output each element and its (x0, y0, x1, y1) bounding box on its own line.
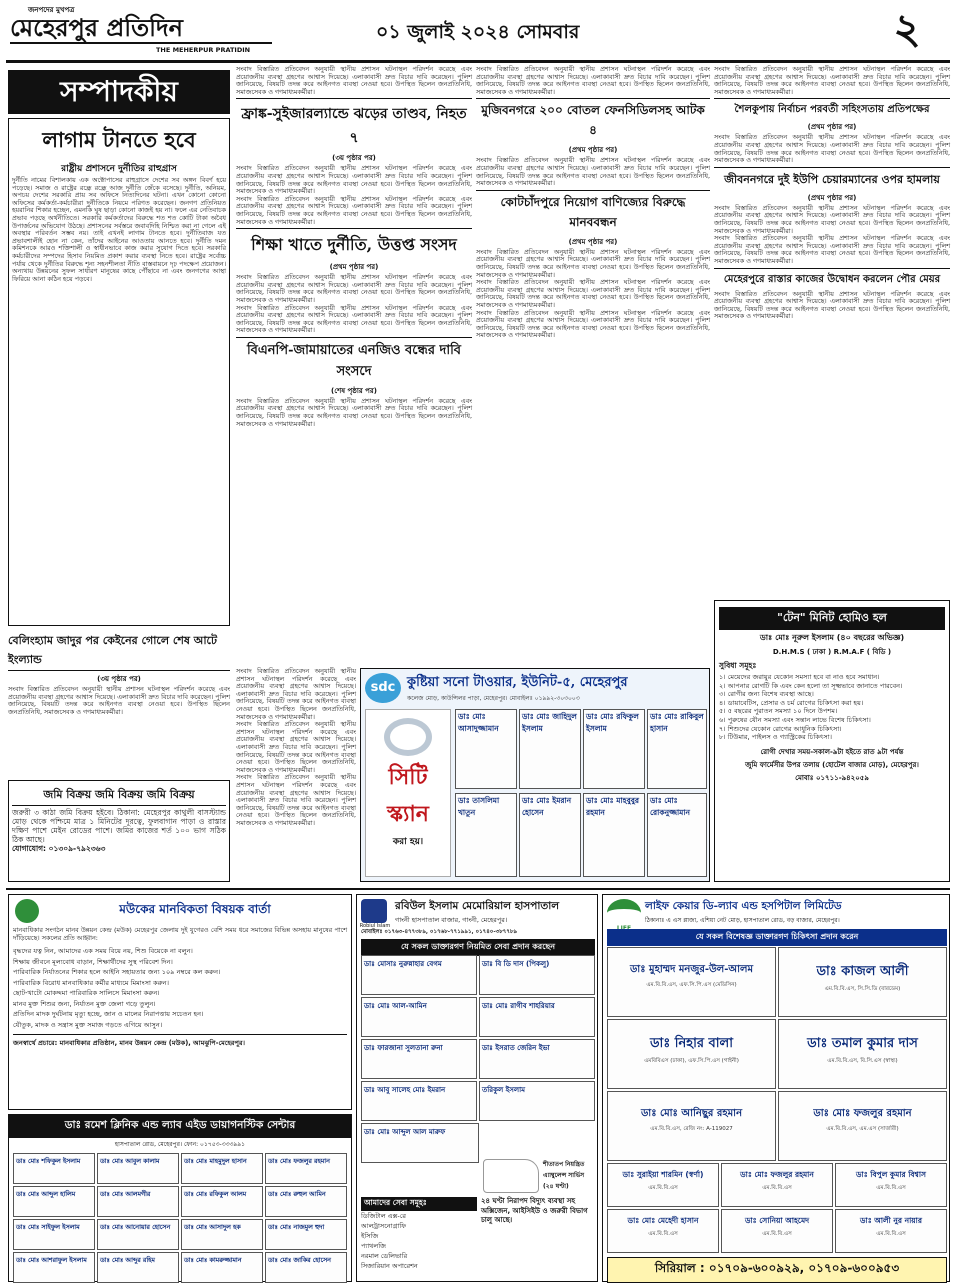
robiul-logo-icon (361, 899, 387, 923)
jibannagar-headline: জীবননগরে দুই ইউপি চেয়ারম্যানের ওপর হামলায় (714, 167, 950, 190)
ramesh-doctor-card (181, 1186, 263, 1217)
ambulance-icon (483, 1159, 539, 1193)
ramesh-doctor-card (13, 1219, 95, 1250)
robiul-service-item: নরমাল ডেলিভারি (361, 1252, 408, 1260)
sdc-doctor-card (647, 793, 707, 877)
ramesh-doctor-card (97, 1153, 179, 1184)
robiul-service-item: আলট্রাসনোগ্রাফি (361, 1222, 406, 1230)
homeo-item: ১। মেয়েদের জরায়ুর যেকোন সমস্যা হবে বা নাও হবে সমাধান। (719, 673, 880, 681)
robiul-doctor-card (361, 1123, 479, 1163)
lifecare-doctor-card (607, 947, 776, 1017)
robiul-service-item: ইসিজি (361, 1232, 379, 1240)
lifecare-doctor-name: ডাঃ তমাল কুমার দাস (807, 1036, 918, 1051)
education-body: সংবাদ বিস্তারিত প্রতিবেদন অনুযায়ী স্থানীয় প্রশাসন ঘটনাস্থল পরিদর্শন করেছে এবং প্রয়োজনীয় ব্যবস্থা গ্রহণের আশ্বাস দিয়েছে। এলাকাবাসী দ্রুত বিচার দাবি করেছেন। পুলিশ জানিয়েছে, বিষয়টি তদন্ত করে আইনগত ব্যবস্থা নেওয়া হবে। উপস্থিত ছিলেন জনপ্রতিনিধি, সমাজসেবক ও গণমাধ্যমকর্মীরা। (236, 273, 472, 304)
homeo-title: "টেন" মিনিট হোমিও হল (719, 607, 945, 630)
ramesh-doctor-name: ডাঃ মোঃ আব্দুর রহিম (100, 1257, 155, 1264)
homeo-ad (714, 600, 950, 882)
homeo-item: ৮। টিউমার, পাইলস ও গ্যাস্ট্রিকের চিকিৎসা। (719, 733, 832, 742)
sdc-doctor-card (455, 793, 517, 877)
robiul-services-title: আমাদের সেবা সমূহঃ (361, 1197, 477, 1211)
sdc-ad (360, 668, 710, 882)
sdc-doctor-name: ডাঃ মোঃ ইমরান হোসেন (522, 796, 572, 817)
human-rights-item: শিক্ষায় জীবনে মূল্যবোধ বাড়ান, শিক্ষার্থীদের সুস্থ পরিবেশ দিন। (13, 957, 173, 966)
robiul-banner: যে সকল ডাক্তারগণ নিয়মিত সেবা প্রদান করছেন (361, 939, 595, 956)
jibannagar-body: সংবাদ বিস্তারিত প্রতিবেদন অনুযায়ী স্থানীয় প্রশাসন ঘটনাস্থল পরিদর্শন করেছে এবং প্রয়োজনীয় ব্যবস্থা গ্রহণের আশ্বাস দিয়েছে। এলাকাবাসী দ্রুত বিচার দাবি করেছেন। পুলিশ জানিয়েছে, বিষয়টি তদন্ত করে আইনগত ব্যবস্থা নেওয়া হবে। উপস্থিত ছিলেন জনপ্রতিনিধি, সমাজসেবক ও গণমাধ্যমকর্মীরা। (714, 203, 950, 235)
ramesh-doctor-name: ডাঃ মোঃ আলমগীর (100, 1191, 151, 1198)
kotchandpur-body-3: সংবাদ বিস্তারিত প্রতিবেদন অনুযায়ী স্থানীয় প্রশাসন ঘটনাস্থল পরিদর্শন করেছে এবং প্রয়োজনীয় ব্যবস্থা গ্রহণের আশ্বাস দিয়েছে। এলাকাবাসী দ্রুত বিচার দাবি করেছেন। পুলিশ জানিয়েছে, বিষয়টি তদন্ত করে আইনগত ব্যবস্থা নেওয়া হবে। উপস্থিত ছিলেন জনপ্রতিনিধি, সমাজসেবক ও গণমাধ্যমকর্মীরা। (476, 308, 710, 340)
masthead-english: THE MEHERPUR PRATIDIN (156, 46, 251, 54)
ramesh-doctor-name: ডাঃ মোঃ আসাদুল হক (184, 1224, 241, 1231)
editorial-body: দুর্নীতি নামের বিশালকায় এক অক্টোপাসের রাহুগ্রাসে দেশের সব অঙ্গন বিবর্ণ হয়ে পড়েছে। সমাজ ও রাষ্ট্রের রন্ধ্রে রন্ধ্রে আজ দুর্নীতি জেঁকে বসেছে। দুর্নীতি, অনিয়ম, অপচয় দেশের সরকারি প্রায় সব অফিসে নিত্যদিনের ঘটনা। এখন কোনো কোনো অফিসের কর্মকর্তা-কর্মচারীরা দুর্নীতিকে নিয়মে পরিণত করেছেন। জনগণ প্রতিনিয়ত হয়রানির শিকার হচ্ছেন, এমনকি ঘুষ ছাড়া কোনো কাজই হয় না। ফলে এর নেতিবাচক প্রভাব পড়ছে অর্থনীতিতে। সরকারি কর্মকর্তাদের বিরুদ্ধে শত শত কোটি টাকা অবৈধ উপার্জনের অভিযোগ উঠছে। প্রশাসনের সর্বস্তরে জবাবদিহি নিশ্চিত করা না গেলে এই অবস্থার পরিবর্তন সম্ভব নয়। তাই এখনই লাগাম টানতে হবে। দুর্নীতিবাজ যত প্রভাবশালীই হোন না কেন, তাঁদের আইনের আওতায় আনতে হবে। দুর্নীতি দমন কমিশনকে আরও শক্তিশালী ও স্বাধীনভাবে কাজ করার সুযোগ দিতে হবে। সরকারি কর্মচারীদের সম্পদের হিসাব নিয়মিত প্রকাশ করার ব্যবস্থা নিতে হবে। রাষ্ট্রের সর্বোচ্চ পর্যায় থেকে দুর্নীতির বিরুদ্ধে শূন্য সহনশীলতা নীতি বাস্তবায়নে দৃঢ় পদক্ষেপ প্রয়োজন। অন্যথায় উন্নয়নের সুফল সাধারণ মানুষের কাছে পৌঁছাবে না এবং জনগণের আস্থা ফিরিয়ে আনা কঠিন হয়ে পড়বে। (12, 176, 226, 283)
homeo-item: ৪। ডায়াবেটিস, প্রেসার ও চর্ম রোগের চিকিৎসা করা হয়। (719, 698, 864, 707)
ramesh-doctor-card (13, 1186, 95, 1217)
lifecare-doctor-card (778, 1091, 947, 1161)
homeo-doctor: ডাঃ মোঃ নূরুল ইসলাম (৪০ বছরের অভিজ্ঞ) (759, 633, 905, 642)
sports-headline: বেলিংহ্যাম জাদুর পর কেইনের গোলে শেষ আটে ইংল্যান্ড (8, 632, 230, 671)
col2-lower-text-2: সংবাদ বিস্তারিত প্রতিবেদন অনুযায়ী স্থানীয় প্রশাসন ঘটনাস্থল পরিদর্শন করেছে এবং প্রয়োজনীয় ব্যবস্থা গ্রহণের আশ্বাস দিয়েছে। এলাকাবাসী দ্রুত বিচার দাবি করেছেন। পুলিশ জানিয়েছে, বিষয়টি তদন্ত করে আইনগত ব্যবস্থা নেওয়া হবে। উপস্থিত ছিলেন জনপ্রতিনিধি, সমাজসেবক ও গণমাধ্যমকর্মীরা। (236, 720, 356, 774)
ramesh-doctor-card (265, 1153, 347, 1184)
robiul-doctor-card (361, 1039, 477, 1079)
lifecare-doctor-name: ডাঃ সুরাইয়া শারমিন (স্বর্ণা) (622, 1170, 704, 1179)
ads-divider (6, 888, 950, 890)
col2-lower-text-3: সংবাদ বিস্তারিত প্রতিবেদন অনুযায়ী স্থানীয় প্রশাসন ঘটনাস্থল পরিদর্শন করেছে এবং প্রয়োজনীয় ব্যবস্থা গ্রহণের আশ্বাস দিয়েছে। এলাকাবাসী দ্রুত বিচার দাবি করেছেন। পুলিশ জানিয়েছে, বিষয়টি তদন্ত করে আইনগত ব্যবস্থা নেওয়া হবে। উপস্থিত ছিলেন জনপ্রতিনিধি, সমাজসেবক ও গণমাধ্যমকর্মীরা। (236, 773, 356, 827)
lifecare-doctor-degree: এম.বি.বি.এস (876, 1231, 906, 1237)
land-ad-phone: যোগাযোগ: ০১৩০৯-৭৯২৩৬৩ (12, 844, 106, 853)
lifecare-doctor-degree: এম.বি.বি.এস, এম.এস (সার্জারী) (826, 1126, 899, 1132)
col4-text-a: সংবাদ বিস্তারিত প্রতিবেদন অনুযায়ী স্থানীয় প্রশাসন ঘটনাস্থল পরিদর্শন করেছে এবং প্রয়োজনীয় ব্যবস্থা গ্রহণের আশ্বাস দিয়েছে। এলাকাবাসী দ্রুত বিচার দাবি করেছেন। পুলিশ জানিয়েছে, বিষয়টি তদন্ত করে আইনগত ব্যবস্থা নেওয়া হবে। উপস্থিত ছিলেন জনপ্রতিনিধি, সমাজসেবক ও গণমাধ্যমকর্মীরা। (714, 65, 950, 96)
ramesh-doctor-grid (9, 1151, 351, 1287)
robiul-phone: মোবাইলঃ ০১৭৬৩-৪৭৭৩৮৯, ০১৭৬৮-৭৭১৯৯১, ০১৭৪০-৩৮৭৭৮৯ (361, 929, 518, 935)
robiul-title: রবিউল ইসলাম মেমোরিয়াল হাসপাতাল (395, 900, 560, 912)
human-rights-item: মানব মুক্ত শিশুর জন্য, নির্যাতন মুক্ত জেলা গড়ে তুলুন। (13, 999, 156, 1008)
human-rights-item: পারিবারিক বিরোধ মানবাধিকার কর্মীর মাধ্যমে মিমাংসা করুন। (13, 978, 169, 987)
robiul-doctor-name: ডাঃ ফারজানা সুলতানা রুনা (364, 1044, 443, 1052)
lifecare-doctor-card (835, 1209, 947, 1253)
human-rights-list (13, 946, 347, 1030)
homeo-time: রোগী দেখার সময়-সকাল-৯টা হইতে রাত ৯টা পর্যন্ত (760, 747, 904, 756)
lifecare-doctor-card (835, 1163, 947, 1207)
news-col-4 (714, 66, 950, 596)
sdc-doctor-card (519, 709, 581, 789)
news-col-3 (476, 66, 710, 666)
lifecare-doctor-name: ডাঃ নিহার বালা (649, 1036, 733, 1051)
robiul-address: গাংনী হাসপাতাল বাজার, গাংনী, মেহেরপুর। (395, 916, 508, 924)
ramesh-doctor-card (97, 1186, 179, 1217)
robiul-service-item: ডিজিটাল এক্স-রে (361, 1212, 406, 1220)
lifecare-doctor-degree: এম.বি.বি.এস, বি.সি.এস (স্বাস্থ্য) (827, 1058, 898, 1064)
storm-body-2: সংবাদ বিস্তারিত প্রতিবেদন অনুযায়ী স্থানীয় প্রশাসন ঘটনাস্থল পরিদর্শন করেছে এবং প্রয়োজনীয় ব্যবস্থা গ্রহণের আশ্বাস দিয়েছে। এলাকাবাসী দ্রুত বিচার দাবি করেছেন। পুলিশ জানিয়েছে, বিষয়টি তদন্ত করে আইনগত ব্যবস্থা নেওয়া হবে। উপস্থিত ছিলেন জনপ্রতিনিধি, সমাজসেবক ও গণমাধ্যমকর্মীরা। (236, 194, 472, 226)
robiul-logo-name: Robiul Islam (359, 923, 391, 929)
ngo-cont: (শেষ পৃষ্ঠার পর) (331, 386, 377, 395)
lifecare-doctor-degree: এমবিবিএস (ঢাকা), এফ.সি.পি.এস (গাইনী) (644, 1058, 739, 1064)
col2-text-a: সংবাদ বিস্তারিত প্রতিবেদন অনুযায়ী স্থানীয় প্রশাসন ঘটনাস্থল পরিদর্শন করেছে এবং প্রয়োজনীয় ব্যবস্থা গ্রহণের আশ্বাস দিয়েছে। এলাকাবাসী দ্রুত বিচার দাবি করেছেন। পুলিশ জানিয়েছে, বিষয়টি তদন্ত করে আইনগত ব্যবস্থা নেওয়া হবে। উপস্থিত ছিলেন জনপ্রতিনিধি, সমাজসেবক ও গণমাধ্যমকর্মীরা। (236, 65, 472, 96)
mouk-logo-icon (15, 899, 39, 923)
robiul-doctor-name: তরিকুল ইসলাম (482, 1086, 526, 1094)
robiul-note: ২৪ ঘণ্টা নিরাপদ বিদ্যুৎ ব্যবস্থা সহ অক্সিজেন, আইসিইউ ও জরুরী বিভাগ চালু আছে। (481, 1197, 588, 1224)
lifecare-doctor-card (607, 1163, 719, 1207)
lifecare-doctor-name: ডাঃ মোঃ মেহেদী হাসান (627, 1216, 699, 1225)
lifecare-doctor-degree: এম.বি.বি.এস (876, 1185, 906, 1191)
kotchandpur-body-2: সংবাদ বিস্তারিত প্রতিবেদন অনুযায়ী স্থানীয় প্রশাসন ঘটনাস্থল পরিদর্শন করেছে এবং প্রয়োজনীয় ব্যবস্থা গ্রহণের আশ্বাস দিয়েছে। এলাকাবাসী দ্রুত বিচার দাবি করেছেন। পুলিশ জানিয়েছে, বিষয়টি তদন্ত করে আইনগত ব্যবস্থা নেওয়া হবে। উপস্থিত ছিলেন জনপ্রতিনিধি, সমাজসেবক ও গণমাধ্যমকর্মীরা। (476, 278, 710, 309)
sdc-doctor-name: ডাঃ মোঃ রাকিবুল হাসান (650, 712, 704, 733)
storm-body: সংবাদ বিস্তারিত প্রতিবেদন অনুযায়ী স্থানীয় প্রশাসন ঘটনাস্থল পরিদর্শন করেছে এবং প্রয়োজনীয় ব্যবস্থা গ্রহণের আশ্বাস দিয়েছে। এলাকাবাসী দ্রুত বিচার দাবি করেছেন। পুলিশ জানিয়েছে, বিষয়টি তদন্ত করে আইনগত ব্যবস্থা নেওয়া হবে। উপস্থিত ছিলেন জনপ্রতিনিধি, সমাজসেবক ও গণমাধ্যমকর্মীরা। (236, 164, 472, 196)
ct-text-top: সিটি (388, 765, 428, 790)
robiul-doctor-name: ডাঃ মোঃ আল-আমিন (364, 1002, 427, 1010)
homeo-item: ৩। রোগীর জন্য বিশেষ ব্যবস্থা আছে। (719, 690, 814, 699)
sdc-doctor-name: ডাঃ মোঃ মাহবুবুর রহমান (586, 796, 640, 817)
education-cont: (প্রথম পৃষ্ঠার পর) (329, 263, 379, 272)
phensedyl-headline: মুজিবনগরে ২০০ বোতল ফেনসিডিলসহ আটক ৪ (476, 98, 710, 142)
storm-cont: (৩য় পৃষ্ঠার পর) (332, 154, 376, 163)
human-rights-item: প্রতিদিন মাদক দুর্ঘটনায় মৃত্যু হচ্ছে, জান ও মালের নিরাপত্তায় সচেতন হন। (13, 1010, 204, 1019)
lifecare-doctor-card (607, 1019, 776, 1089)
lifecare-doctor-card (721, 1163, 833, 1207)
sdc-doctor-card (455, 709, 517, 789)
ct-text-foot: করা হয়। (392, 837, 424, 847)
robiul-doctor-card (479, 955, 595, 995)
robiul-doctor-card (479, 1081, 595, 1121)
robiul-doctor-card (361, 997, 477, 1037)
ngo-body: সংবাদ বিস্তারিত প্রতিবেদন অনুযায়ী স্থানীয় প্রশাসন ঘটনাস্থল পরিদর্শন করেছে এবং প্রয়োজনীয় ব্যবস্থা গ্রহণের আশ্বাস দিয়েছে। এলাকাবাসী দ্রুত বিচার দাবি করেছেন। পুলিশ জানিয়েছে, বিষয়টি তদন্ত করে আইনগত ব্যবস্থা নেওয়া হবে। উপস্থিত ছিলেন জনপ্রতিনিধি, সমাজসেবক ও গণমাধ্যমকর্মীরা। (236, 396, 472, 428)
ramesh-doctor-card (13, 1252, 95, 1283)
human-rights-item: বৃদ্ধদের যত্ন নিন, আমাদের এক সময় বিয়ে নয়, শিশু বিয়েকে না বলুন। (13, 947, 193, 956)
human-rights-item: ছোট-খাটো মোকদ্দমা পারিবারিক সালিসে মিমাংসা করুন। (13, 989, 160, 998)
ramesh-address: হাসপাতাল রোড, মেহেরপুর। ফোন: ০১৭৫৩-৩৩৩৯৯১ (114, 1141, 246, 1148)
lifecare-doctor-card (778, 947, 947, 1017)
land-ad-body: জরুরী ৩ কাঠা জমি বিক্রয় হইবে। ঠিকানা: মেহেরপুর কাথুলী বাসস্ট্যান্ড মোড় থেকে পশ্চিমে মাত্র ১ মিনিটের দূরত্বে, ফুলবাগান পাড়া ও রাস্তার দক্ষিণ পাশে মেইন রোডের পাশে। জমির কাজের শর্ত ১০০ ভাগ সঠিক ঠিক আছে। (12, 808, 226, 844)
ct-text-bottom: স্ক্যান (387, 802, 429, 827)
ramesh-doctor-card (181, 1252, 263, 1283)
robiul-doctor-name: ডাঃ বি ডি দাস (পিকলু) (482, 960, 550, 968)
kotchandpur-cont: (প্রথম পৃষ্ঠার পর) (568, 237, 618, 246)
lifecare-doctor-degree: এম.বি.বি.এস (762, 1185, 792, 1191)
editorial-subtitle: রাষ্ট্রীয় প্রশাসনে দুর্নীতির রাহুগ্রাস (61, 164, 177, 174)
phensedyl-body: সংবাদ বিস্তারিত প্রতিবেদন অনুযায়ী স্থানীয় প্রশাসন ঘটনাস্থল পরিদর্শন করেছে এবং প্রয়োজনীয় ব্যবস্থা গ্রহণের আশ্বাস দিয়েছে। এলাকাবাসী দ্রুত বিচার দাবি করেছেন। পুলিশ জানিয়েছে, বিষয়টি তদন্ত করে আইনগত ব্যবস্থা নেওয়া হবে। উপস্থিত ছিলেন জনপ্রতিনিধি, সমাজসেবক ও গণমাধ্যমকর্মীরা। (476, 156, 710, 188)
robiul-doctor-name: ডাঃ ইসরাত জেরিন ইভা (482, 1044, 550, 1052)
ramesh-clinic-ad (8, 1114, 352, 1282)
sports-story (8, 630, 230, 758)
ramesh-doctor-name: ডাঃ মোঃ ফজলুর রহমান (268, 1158, 330, 1165)
ramesh-title: ডাঃ রমেশ ক্লিনিক এন্ড ল্যাব এইড ডায়াগনস্টিক সেন্টার (9, 1115, 351, 1138)
masthead-date: ০১ জুলাই ২০২৪ সোমবার (376, 21, 580, 43)
masthead (6, 4, 950, 60)
robiul-doctor-name: ডাঃ মোসাঃ নুরুন্নাহার বেগম (364, 960, 442, 968)
lifecare-address: ঠিকানাঃ এ এস প্লাজা, এশিয়া নেট মোড়, হাসপাতাল রোড, বড় বাজার, মেহেরপুর। (645, 917, 840, 924)
sdc-doctor-name: ডাঃ মোঃ রফিকুল ইসলাম (586, 712, 639, 733)
robiul-service-item: প্যাথলজি (361, 1242, 386, 1250)
lifecare-doctor-card (607, 1091, 776, 1161)
storm-headline: ফ্রাঙ্ক-সুইজারল্যান্ডে ঝড়ের তাণ্ডব, নিহত ৭ (236, 98, 472, 150)
lifecare-doctor-degree: এম.বি.বি.এস, সি.সি.ডি (বারডেম) (824, 986, 901, 992)
editorial-label: সম্পাদকীয় (8, 70, 230, 114)
ramesh-doctor-name: ডাঃ মোঃ কামরুজ্জামান (184, 1257, 242, 1264)
lifecare-ad (602, 894, 950, 1282)
ramesh-doctor-name: ডাঃ মোঃ রফিকুল আলম (184, 1191, 247, 1198)
lifecare-doctor-card (778, 1019, 947, 1089)
ramesh-doctor-name: ডাঃ মোঃ নাজমুল হুদা (268, 1224, 325, 1231)
lifecare-doctor-name: ডাঃ মুহাম্মদ মনজুর-উল-আলম (629, 964, 754, 975)
robiul-doctor-card (361, 1081, 477, 1121)
lifecare-doctor-card (607, 1209, 719, 1253)
road-body: সংবাদ বিস্তারিত প্রতিবেদন অনুযায়ী স্থানীয় প্রশাসন ঘটনাস্থল পরিদর্শন করেছে এবং প্রয়োজনীয় ব্যবস্থা গ্রহণের আশ্বাস দিয়েছে। এলাকাবাসী দ্রুত বিচার দাবি করেছেন। পুলিশ জানিয়েছে, বিষয়টি তদন্ত করে আইনগত ব্যবস্থা নেওয়া হবে। উপস্থিত ছিলেন জনপ্রতিনিধি, সমাজসেবক ও গণমাধ্যমকর্মীরা। (714, 289, 950, 321)
jibannagar-cont: (প্রথম পৃষ্ঠার পর) (807, 193, 857, 202)
sports-body: সংবাদ বিস্তারিত প্রতিবেদন অনুযায়ী স্থানীয় প্রশাসন ঘটনাস্থল পরিদর্শন করেছে এবং প্রয়োজনীয় ব্যবস্থা গ্রহণের আশ্বাস দিয়েছে। এলাকাবাসী দ্রুত বিচার দাবি করেছেন। পুলিশ জানিয়েছে, বিষয়টি তদন্ত করে আইনগত ব্যবস্থা নেওয়া হবে। উপস্থিত ছিলেন জনপ্রতিনিধি, সমাজসেবক ও গণমাধ্যমকর্মীরা। (8, 685, 230, 716)
ramesh-doctor-name: ডাঃ মোঃ শফিকুল ইসলাম (16, 1158, 81, 1165)
masthead-tagline: জনপদের মুখপত্র (28, 6, 75, 14)
road-headline: মেহেরপুরে রাস্তার কাজের উদ্বোধন করলেন পৌর মেয়র (714, 268, 950, 289)
sdc-doctor-card (519, 793, 581, 877)
sdc-doctor-name: ডাঃ মোঃ জাহিদুল ইসলাম (522, 712, 577, 733)
ramesh-doctor-card (265, 1252, 347, 1283)
lifecare-doctor-name: ডাঃ মোঃ আনিছুর রহমান (640, 1108, 743, 1119)
editorial-title: লাগাম টানতে হবে (42, 127, 196, 152)
lifecare-doctor-name: ডাঃ মোঃ ফজলুর রহমান (813, 1108, 912, 1119)
sdc-doctor-card (647, 709, 707, 789)
human-rights-intro: মানবাধিকার সংগঠন মানব উন্নয়ন কেন্দ্র (মউক) মেহেরপুর জেলায় দুই যুগেরও বেশি সময় ধরে সমাজের বিভিন্ন অসহায় মানুষের পাশে দাঁড়িয়েছে। সকলের প্রতি আহ্বান: (13, 926, 347, 942)
sdc-doctor-name: ডাঃ মোঃ রোকনুজ্জামান (650, 796, 690, 817)
lifecare-doctor-card (721, 1209, 833, 1253)
lifecare-doctor-degree: এম.বি.বি.এস (762, 1231, 792, 1237)
robiul-service-item: সিজারিয়ান অপারেশন (361, 1262, 418, 1270)
robiul-doctor-card (361, 955, 477, 995)
ngo-headline: বিএনপি-জামায়াতের এনজিও বন্ধের দাবি সংসদে (236, 337, 472, 383)
human-rights-item: পারিবারিক নির্যাতনের শিকার হলে আইনি সহায়তার জন্য ১০৯ নম্বরে কল করুন। (13, 968, 221, 977)
kotchandpur-headline: কোটচাঁদপুরে নিয়োগ বাণিজ্যের বিরুদ্ধে মানববন্ধন (476, 190, 710, 234)
ramesh-doctor-card (13, 1153, 95, 1184)
ramesh-doctor-name: ডাঃ মোঃ আবুল কালাম (100, 1158, 160, 1165)
land-ad-title: জমি বিক্রয় জমি বিক্রয় জমি বিক্রয় (12, 786, 226, 806)
ramesh-doctor-name: ডাঃ মোঃ সাইফুল ইসলাম (16, 1224, 80, 1231)
lifecare-doctor-grid (607, 947, 947, 1255)
robiul-doctor-card (479, 997, 595, 1037)
human-rights-footer: জনস্বার্থে প্রচারে: মানবাধিকার প্রতিষ্ঠান, মানব উন্নয়ন কেন্দ্র (মউক), আমঝুপি-মেহেরপুর। (13, 1034, 347, 1049)
masthead-logo: মেহেরপুর প্রতিদিন (10, 12, 272, 44)
homeo-list-title: সুবিধা সমূহঃ (719, 661, 757, 670)
lifecare-title: লাইফ কেয়ার ডি-ল্যাব এন্ড হসপিটাল লিমিটেড (645, 900, 842, 912)
kotchandpur-body: সংবাদ বিস্তারিত প্রতিবেদন অনুযায়ী স্থানীয় প্রশাসন ঘটনাস্থল পরিদর্শন করেছে এবং প্রয়োজনীয় ব্যবস্থা গ্রহণের আশ্বাস দিয়েছে। এলাকাবাসী দ্রুত বিচার দাবি করেছেন। পুলিশ জানিয়েছে, বিষয়টি তদন্ত করে আইনগত ব্যবস্থা নেওয়া হবে। উপস্থিত ছিলেন জনপ্রতিনিধি, সমাজসেবক ও গণমাধ্যমকর্মীরা। (476, 247, 710, 279)
editorial-box (8, 118, 230, 626)
lifecare-doctor-degree: এম.বি.বি.এস, রেজি নং: A-119027 (650, 1126, 733, 1132)
sports-cont: (৩য় পৃষ্ঠার পর) (97, 675, 141, 683)
lifecare-doctor-degree: এম.বি.বি.এস (648, 1231, 678, 1237)
ramesh-doctor-name: ডাঃ মোঃ রুহুল আমিন (268, 1191, 326, 1198)
sdc-doctor-card (583, 793, 645, 877)
lifecare-doctor-name: ডাঃ মোঃ ফজলুর রহমান (740, 1170, 814, 1179)
human-rights-notice (8, 894, 352, 1110)
robiul-doctor-grid (361, 955, 595, 1169)
lifecare-banner: যে সকল বিশেষজ্ঞ ডাক্তারগণ চিকিৎসা প্রদান করেন (607, 929, 947, 946)
lifecare-serial: সিরিয়াল : ০১৭০৯-৬০০৯২৯, ০১৭০৯-৬০০৯৫৩ (607, 1257, 947, 1283)
ramesh-doctor-name: ডাঃ মোঃ জাকির হোসেন (268, 1257, 331, 1264)
robiul-hospital-ad (356, 894, 598, 1282)
lifecare-doctor-name: ডাঃ বিপুল কুমার বিশ্বাস (856, 1170, 926, 1179)
ramesh-doctor-card (181, 1153, 263, 1184)
sdc-address: কলেজ মোড়, কাউন্সিলর পাড়া, মেহেরপুর। মোবাইলঃ ০১৯৯২-৩০৩০০৩ (407, 695, 580, 702)
homeo-item: ৭। শিশুদের যেকোন রোগের আধুনিক চিকিৎসা। (719, 724, 842, 733)
ramesh-doctor-card (97, 1219, 179, 1250)
lifecare-doctor-name: ডাঃ সোনিয়া আহমেদ (744, 1216, 810, 1225)
news-col-2 (236, 66, 472, 666)
sdc-logo: sdc (365, 673, 401, 703)
ramesh-doctor-card (265, 1219, 347, 1250)
homeo-item: ৬। পুরুষের যৌন সমস্যা এবং সন্তান লাভে বিশেষ চিকিৎসা। (719, 715, 871, 724)
education-headline: শিক্ষা খাতে দুর্নীতি, উত্তপ্ত সংসদ (236, 228, 472, 259)
page-number: ২ (893, 4, 921, 53)
ramesh-doctor-name: ডাঃ মোঃ মাহমুদুল হাসান (184, 1158, 247, 1165)
homeo-item: ৫। ৫ বছরের পুরাতন সমস্যা ১০ দিনে উপশম। (719, 707, 838, 716)
news-col-2-lower (236, 668, 356, 882)
lifecare-doctor-name: ডাঃ আলী নুর নায়ার (860, 1216, 922, 1225)
sdc-title: কুষ্টিয়া সনো টাওয়ার, ইউনিট-৫, মেহেরপুর (407, 675, 628, 690)
human-rights-title: মউকের মানবিকতা বিষয়ক বার্তা (119, 902, 271, 916)
lifecare-doctor-name: ডাঃ কাজল আলী (816, 964, 909, 979)
masthead-divider (6, 60, 950, 63)
shailkupa-headline: শৈলকুপায় নির্বাচন পরবর্তী সহিংসতায় প্রতিপক্ষের (714, 98, 950, 119)
sdc-doctor-card (583, 709, 645, 789)
human-rights-item: যৌতুক, মাদক ও সন্ত্রাস মুক্ত সমাজ গড়তে এগিয়ে আসুন। (13, 1020, 163, 1029)
jibannagar-body-2: সংবাদ বিস্তারিত প্রতিবেদন অনুযায়ী স্থানীয় প্রশাসন ঘটনাস্থল পরিদর্শন করেছে এবং প্রয়োজনীয় ব্যবস্থা গ্রহণের আশ্বাস দিয়েছে। এলাকাবাসী দ্রুত বিচার দাবি করেছেন। পুলিশ জানিয়েছে, বিষয়টি তদন্ত করে আইনগত ব্যবস্থা নেওয়া হবে। উপস্থিত ছিলেন জনপ্রতিনিধি, সমাজসেবক ও গণমাধ্যমকর্মীরা। (714, 234, 950, 265)
homeo-phone: মোবাঃ ০১৭১১-৯৪২০৫৯ (795, 773, 869, 782)
homeo-address: জুমি ফার্মেসীর উপর তলায় (হোটেল বাজার মোড়), মেহেরপুর। (745, 760, 919, 769)
ramesh-doctor-name: ডাঃ মোঃ আব্দুল হালিম (16, 1191, 76, 1198)
ramesh-doctor-name: ডাঃ মোঃ আশরাফুল ইসলাম (16, 1257, 87, 1264)
col2-lower-text: সংবাদ বিস্তারিত প্রতিবেদন অনুযায়ী স্থানীয় প্রশাসন ঘটনাস্থল পরিদর্শন করেছে এবং প্রয়োজনীয় ব্যবস্থা গ্রহণের আশ্বাস দিয়েছে। এলাকাবাসী দ্রুত বিচার দাবি করেছেন। পুলিশ জানিয়েছে, বিষয়টি তদন্ত করে আইনগত ব্যবস্থা নেওয়া হবে। উপস্থিত ছিলেন জনপ্রতিনিধি, সমাজসেবক ও গণমাধ্যমকর্মীরা। (236, 667, 356, 721)
robiul-doctor-card (479, 1039, 595, 1079)
shailkupa-cont: (প্রথম পৃষ্ঠার পর) (807, 123, 857, 132)
ramesh-doctor-card (265, 1186, 347, 1217)
lifecare-doctor-degree: এম.বি.বি.এস (648, 1185, 678, 1191)
col3-text-a: সংবাদ বিস্তারিত প্রতিবেদন অনুযায়ী স্থানীয় প্রশাসন ঘটনাস্থল পরিদর্শন করেছে এবং প্রয়োজনীয় ব্যবস্থা গ্রহণের আশ্বাস দিয়েছে। এলাকাবাসী দ্রুত বিচার দাবি করেছেন। পুলিশ জানিয়েছে, বিষয়টি তদন্ত করে আইনগত ব্যবস্থা নেওয়া হবে। উপস্থিত ছিলেন জনপ্রতিনিধি, সমাজসেবক ও গণমাধ্যমকর্মীরা। (476, 65, 710, 96)
lifecare-doctor-degree: এম.বি.বি.এস, এফ.সি.পি.এস (মেডিসিন) (646, 982, 737, 988)
ramesh-doctor-card (97, 1252, 179, 1283)
homeo-item: ২। আপনার রোগটি কি এবং কেন হলো তা সূক্ষ্মভাবে জানাতে পারবেন। (719, 681, 903, 690)
homeo-items (719, 673, 945, 742)
sdc-doctor-name: ডাঃ তাসলিমা খাতুন (458, 796, 500, 817)
ramesh-doctor-card (181, 1219, 263, 1250)
lifecare-logo (607, 899, 641, 927)
ct-scan-banner (365, 709, 451, 877)
homeo-degree: D.H.M.S ( ঢাকা ) R.M.A.F ( বিডি ) (772, 648, 892, 656)
shailkupa-body: সংবাদ বিস্তারিত প্রতিবেদন অনুযায়ী স্থানীয় প্রশাসন ঘটনাস্থল পরিদর্শন করেছে এবং প্রয়োজনীয় ব্যবস্থা গ্রহণের আশ্বাস দিয়েছে। এলাকাবাসী দ্রুত বিচার দাবি করেছেন। পুলিশ জানিয়েছে, বিষয়টি তদন্ত করে আইনগত ব্যবস্থা নেওয়া হবে। উপস্থিত ছিলেন জনপ্রতিনিধি, সমাজসেবক ও গণমাধ্যমকর্মীরা। (714, 133, 950, 165)
ramesh-doctor-name: ডাঃ মোঃ আনোয়ার হোসেন (100, 1224, 171, 1231)
robiul-doctor-name: ডাঃ মোঃ আব্দুল আল মারুফ (364, 1128, 446, 1136)
land-sale-ad (8, 780, 230, 882)
education-body-2: সংবাদ বিস্তারিত প্রতিবেদন অনুযায়ী স্থানীয় প্রশাসন ঘটনাস্থল পরিদর্শন করেছে এবং প্রয়োজনীয় ব্যবস্থা গ্রহণের আশ্বাস দিয়েছে। এলাকাবাসী দ্রুত বিচার দাবি করেছেন। পুলিশ জানিয়েছে, বিষয়টি তদন্ত করে আইনগত ব্যবস্থা নেওয়া হবে। উপস্থিত ছিলেন জনপ্রতিনিধি, সমাজসেবক ও গণমাধ্যমকর্মীরা। (236, 303, 472, 335)
ambulance-text: শীতাতপ নিয়ন্ত্রিত এ্যাম্বুলেন্স সার্ভিস (২৪ ঘণ্টা) (543, 1161, 585, 1190)
robiul-doctor-name: ডাঃ আবু সালেহ মোঃ ইমরান (364, 1086, 446, 1094)
robiul-services (361, 1211, 477, 1271)
ct-scanner-icon (384, 718, 432, 756)
sdc-doctor-name: ডাঃ মোঃ আসাদুজ্জামান (458, 712, 499, 733)
robiul-doctor-name: ডাঃ মোঃ রাগীব শাহরিয়ার (482, 1002, 555, 1010)
phensedyl-cont: (প্রথম পৃষ্ঠার পর) (568, 146, 618, 155)
